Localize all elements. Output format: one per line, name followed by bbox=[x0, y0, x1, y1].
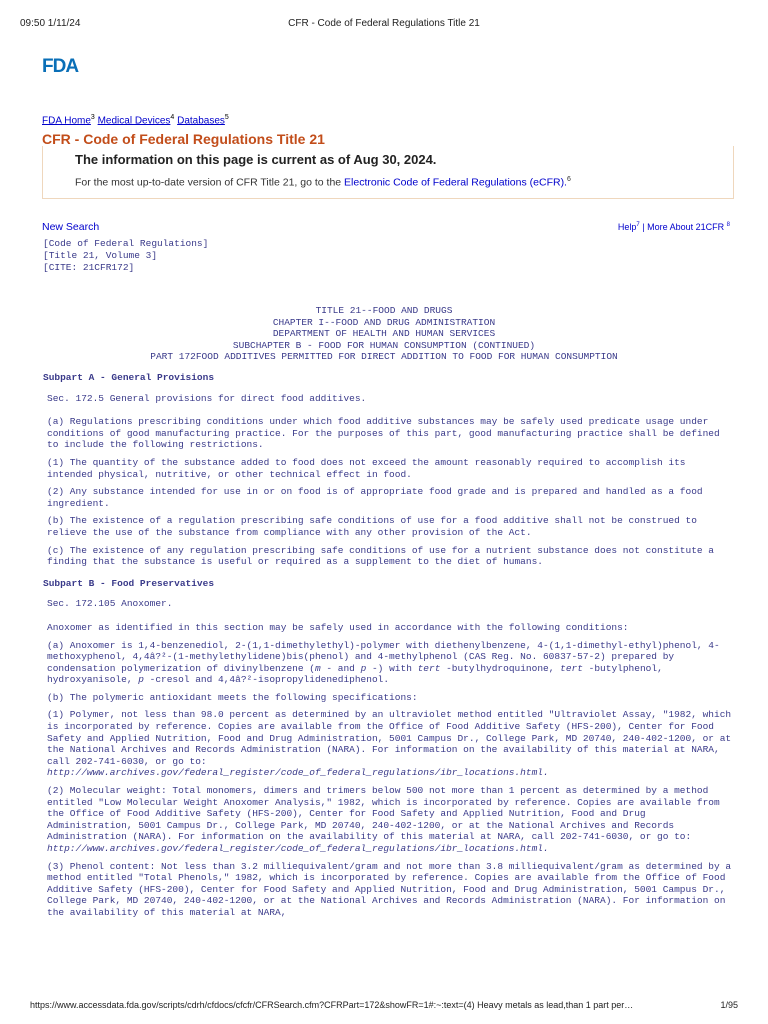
print-header bbox=[20, 18, 748, 32]
ibr-locations-url[interactable]: http://www.archives.gov/federal_register/code_of_federal_regulations/ibr_locations.html. bbox=[47, 767, 549, 779]
footnote-ref: 4 bbox=[170, 114, 175, 121]
breadcrumb-medical-devices[interactable]: Medical Devices bbox=[97, 115, 171, 127]
cite-line: [Code of Federal Regulations] bbox=[43, 238, 209, 249]
page-title: CFR - Code of Federal Regulations Title 21 bbox=[42, 131, 325, 147]
text-run: -butylhydroquinone, bbox=[440, 662, 561, 674]
title-line: CHAPTER I--FOOD AND DRUG ADMINISTRATION bbox=[272, 316, 496, 328]
footnote-ref: 6 bbox=[566, 176, 571, 183]
paragraph: (b) The polymeric antioxidant meets the following specifications: bbox=[47, 691, 418, 703]
title-block bbox=[0, 305, 768, 363]
print-page-number: 1/95 bbox=[720, 1000, 738, 1010]
regulation-content bbox=[43, 372, 733, 925]
footnote-ref: 8 bbox=[726, 222, 730, 228]
text-run: tert bbox=[560, 662, 583, 674]
text-run: (a) Anoxomer is 1,4-benzenediol, 2-(1,1-dimethylethyl)-polymer with diethenylbenzene, 4-(1,1-dimethyl-ethyl)phenol, 4- methoxyphenol, 4,4â?²-(1-methylethylidene)bis(phenol) and 4-methylphenol (CAS Reg. No. 60837-57-2) prepared by condensation polymerization of divinylbenzene ( bbox=[47, 639, 720, 674]
text-run: -cresol and 4,4â?²-isopropylidenediphenol. bbox=[143, 674, 390, 686]
print-title: CFR - Code of Federal Regulations Title 21 bbox=[288, 18, 480, 29]
text-run: (2) Molecular weight: Total monomers, dimers and trimers below 500 not more than 1 percent as determined by a method entitled "Low Molecular Weight Anoxomer Analysis," 1982, which is incorporated by reference. Copies are available from the Office of Food Additive Safety (HFS-200), Center for Food Safety and Applied Nutrition, Food and Drug Administration, 5001 Campus Dr., College Park, MD 20740, 240-402-1200, or at the National Archives and Records Administration (NARA). For information on the availability of this material at NARA, call 202-741-6030, or go to: bbox=[47, 785, 720, 843]
help-link[interactable]: Help bbox=[617, 222, 637, 232]
breadcrumb-fda-home[interactable]: FDA Home bbox=[42, 115, 91, 127]
citation-block bbox=[43, 238, 208, 274]
ecfr-prefix: For the most up-to-date version of CFR Title 21, go to the bbox=[75, 176, 345, 189]
fda-logo[interactable]: FDA bbox=[42, 56, 79, 77]
ecfr-link[interactable]: Electronic Code of Federal Regulations (eCFR). bbox=[344, 176, 567, 189]
text-run: -butylphenol, hydroxyanisole, bbox=[47, 662, 663, 686]
text-run: m bbox=[314, 662, 321, 674]
paragraph bbox=[47, 640, 733, 686]
text-run: p bbox=[138, 674, 144, 686]
subpart-heading: Subpart B - Food Preservatives bbox=[43, 577, 215, 589]
print-url: https://www.accessdata.fda.gov/scripts/cdrh/cfdocs/cfcfr/CFRSearch.cfm?CFRPart=172&showFR=1#:~:text=(4) Heavy metals as lead,than 1 part per… bbox=[30, 1000, 634, 1010]
text-run: - and bbox=[320, 662, 361, 674]
ecfr-notice-text bbox=[75, 176, 571, 189]
breadcrumb-databases[interactable]: Databases bbox=[177, 115, 225, 127]
cite-line: [Title 21, Volume 3] bbox=[43, 250, 158, 261]
section-heading: Sec. 172.5 General provisions for direct food additives. bbox=[47, 392, 367, 404]
breadcrumb bbox=[42, 114, 229, 126]
subpart-heading: Subpart A - General Provisions bbox=[43, 372, 215, 383]
help-links bbox=[618, 222, 730, 232]
title-line: TITLE 21--FOOD AND DRUGS bbox=[315, 305, 453, 316]
currency-notice bbox=[42, 146, 734, 199]
footnote-ref: 5 bbox=[224, 114, 229, 121]
paragraph bbox=[47, 785, 733, 855]
section-heading: Sec. 172.105 Anoxomer. bbox=[47, 598, 173, 610]
title-line: PART 172FOOD ADDITIVES PERMITTED FOR DIRECT ADDITION TO FOOD FOR HUMAN CONSUMPTION bbox=[150, 351, 618, 363]
cite-line: [CITE: 21CFR172] bbox=[43, 262, 135, 273]
paragraph: (3) Phenol content: Not less than 3.2 milliequivalent/gram and not more than 3.8 milliequivalent/gram as determined by a method entitled "Total Phenols," 1982, which is incorporated by reference. Copies are available from the Office of Food Additive Safety (HFS-200), Center for Food Safety and Applied Nutrition, Food and Drug Administration, 5001 Campus Dr., College Park, MD 20740, 240-402-1200, or at the National Archives and Records Administration (NARA). For information on the availability of this material at NARA, bbox=[47, 860, 732, 918]
paragraph: (b) The existence of a regulation prescribing safe conditions of use for a food additive shall not be construed to relieve the use of the substance from compliance with any other provision of the Act. bbox=[47, 515, 697, 538]
title-line: SUBCHAPTER B - FOOD FOR HUMAN CONSUMPTION (CONTINUED) bbox=[232, 339, 536, 351]
footnote-ref: 3 bbox=[90, 114, 95, 121]
paragraph: (2) Any substance intended for use in or on food is of appropriate food grade and is prepared and handled as a food ingredient. bbox=[47, 486, 703, 509]
text-run: p bbox=[360, 662, 367, 674]
more-about-21cfr-link[interactable]: More About 21CFR bbox=[647, 222, 725, 232]
paragraph bbox=[47, 709, 733, 779]
title-line: DEPARTMENT OF HEALTH AND HUMAN SERVICES bbox=[272, 328, 496, 340]
print-footer bbox=[30, 1000, 738, 1014]
text-run: tert bbox=[417, 662, 441, 674]
paragraph: (c) The existence of any regulation prescribing safe conditions of use for a nutrient substance does not constitute a finding that the substance is useful or required as a supplement to the diet of humans. bbox=[47, 544, 715, 568]
print-datetime: 09:50 1/11/24 bbox=[20, 18, 81, 29]
paragraph: Anoxomer as identified in this section may be safely used in accordance with the following conditions: bbox=[47, 621, 629, 633]
current-as-of-text: The information on this page is current as of Aug 30, 2024. bbox=[75, 152, 437, 167]
paragraph: (a) Regulations prescribing conditions under which food additive substances may be safely used predicate usage under conditions of good manufacturing practice. For the purposes of this part, good manufacturing practice shall be defined to include the following restrictions. bbox=[47, 416, 720, 451]
paragraph: (1) The quantity of the substance added to food does not exceed the amount reasonably required to accomplish its intended physical, nutritive, or other technical effect in food. bbox=[47, 456, 686, 480]
new-search-link[interactable]: New Search bbox=[42, 221, 100, 233]
text-run: -) with bbox=[366, 662, 418, 674]
link-separator: | bbox=[639, 222, 648, 232]
footnote-ref: 7 bbox=[636, 222, 640, 228]
ibr-locations-url[interactable]: http://www.archives.gov/federal_register/code_of_federal_regulations/ibr_locations.html. bbox=[47, 843, 549, 854]
text-run: (1) Polymer, not less than 98.0 percent as determined by an ultraviolet method entitled "Ultraviolet Assay, "1982, which is incorporated by reference. Copies are available from the Office of Food Additive Safety (HFS-200), Center for Food Safety and Applied Nutrition, Food and Drug Administration, 5001 Campus Dr., College Park, MD 20740, 240-402-1200, or at the National Archives and Records Administration (NARA). For information on the availability of this material at NARA, call 202-741-6030, or go to: bbox=[47, 709, 732, 767]
